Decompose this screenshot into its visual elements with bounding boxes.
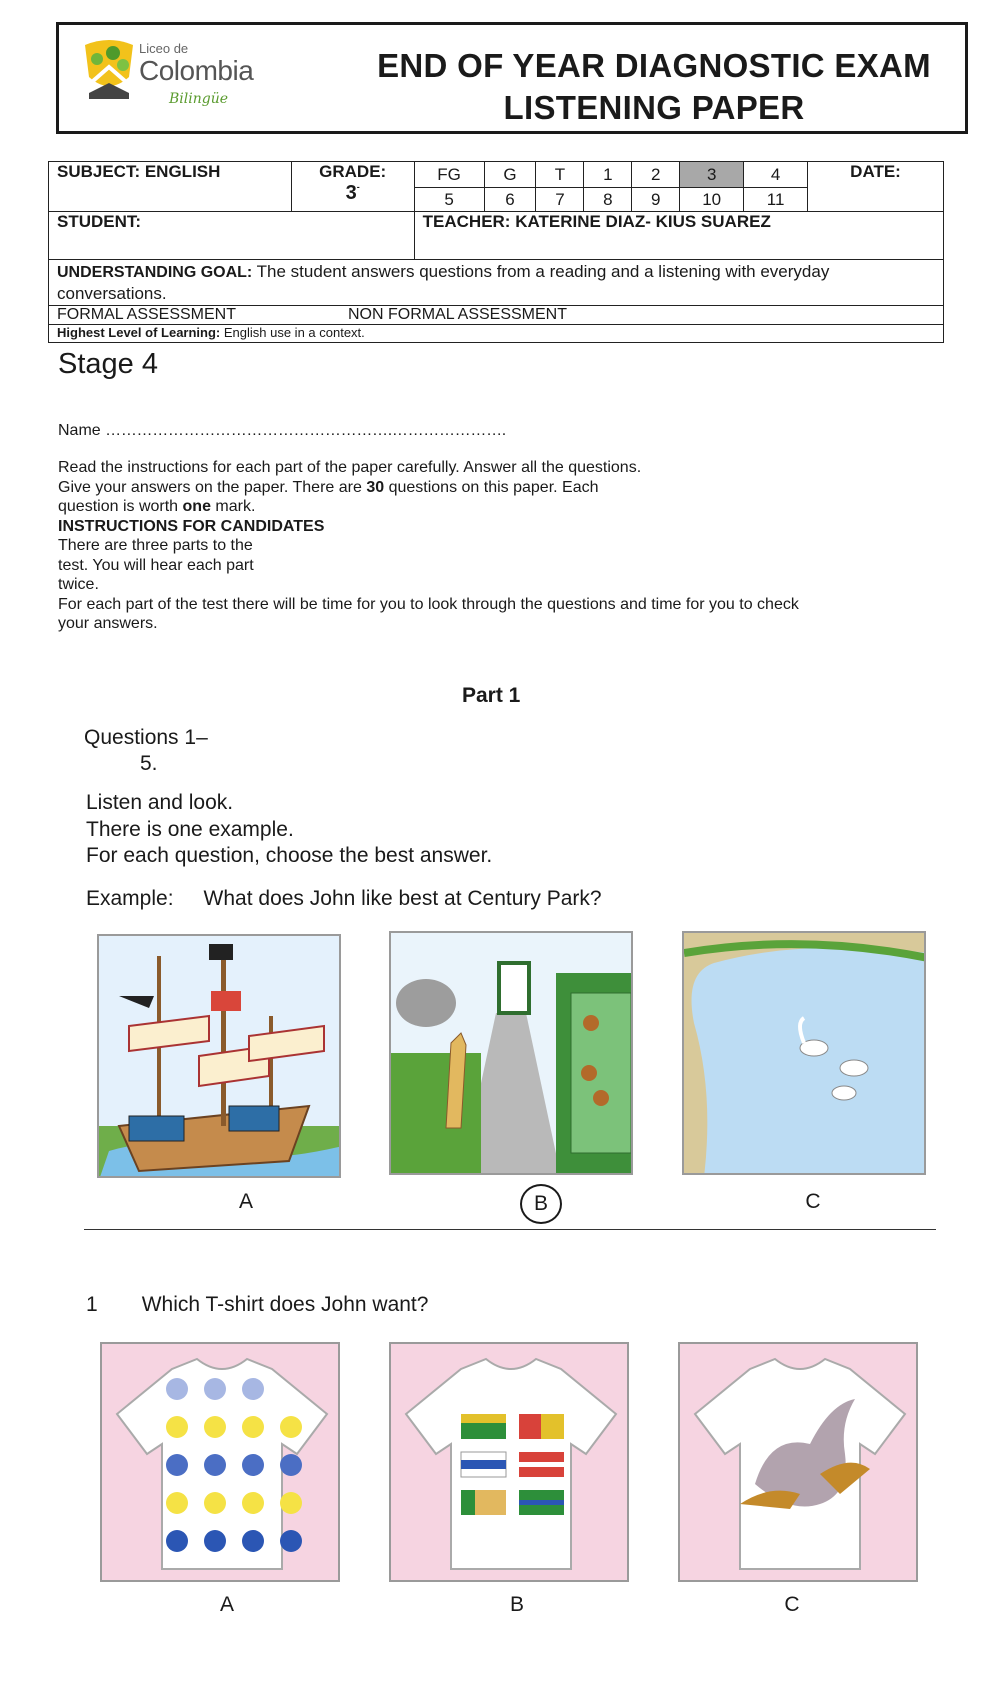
grade-option: T [536, 162, 584, 188]
swans-lake-icon [684, 933, 926, 1175]
grade-label: GRADE: [319, 162, 387, 181]
example-option-c: C [805, 1190, 821, 1213]
example-label: Example: [86, 887, 174, 910]
goal-label: UNDERSTANDING GOAL: [57, 264, 253, 281]
intro-span: questions on this paper. Each [384, 478, 599, 496]
intro-line: your answers. [58, 615, 158, 632]
grade-option: 7 [536, 188, 584, 212]
name-blank[interactable]: ……………………………………………….…………………. [105, 422, 506, 439]
grade-value-suffix: - [356, 182, 360, 192]
date-cell: DATE: [808, 162, 944, 212]
highest-level-label: Highest Level of Learning: [57, 325, 221, 340]
grade-option: 6 [484, 188, 536, 212]
assessment-cell [49, 306, 944, 325]
tshirt-option-a-dots[interactable] [100, 1342, 340, 1582]
grade-option: G [484, 162, 536, 188]
pirate-ship-icon [99, 936, 341, 1178]
intro-line: test. You will hear each part [58, 556, 254, 574]
grade-option: 11 [744, 188, 808, 212]
intro-line [58, 478, 928, 498]
intro-line: Read the instructions for each part of the paper carefully. Answer all the questions. [58, 459, 642, 476]
name-line [58, 421, 506, 441]
grade-option: 9 [632, 188, 680, 212]
intro-span: mark. [210, 498, 256, 515]
school-logo [79, 37, 279, 123]
example-question [86, 887, 602, 911]
logo-text-line3: Bilingüe [169, 91, 229, 107]
question-number: 1 [86, 1293, 98, 1316]
intro-span: Give your answers on the paper. There are [58, 478, 367, 496]
intro-line: twice. [58, 576, 99, 593]
highest-level-text: English use in a context. [220, 325, 365, 340]
tshirt-option-c-dinosaurs[interactable] [678, 1342, 918, 1582]
grade-option: FG [414, 162, 484, 188]
intro-line [58, 497, 928, 517]
intro-bold: 30 [366, 478, 385, 496]
student-cell: STUDENT: [49, 212, 415, 260]
subject-cell: SUBJECT: ENGLISH [49, 162, 292, 212]
grade-option: 2 [632, 162, 680, 188]
zoo-icon [391, 933, 633, 1175]
example-option-b-circled: B [520, 1184, 562, 1224]
goal-cell [49, 260, 944, 306]
stage-title: Stage 4 [58, 348, 158, 380]
exam-banner [56, 22, 968, 134]
school-crest-icon [79, 37, 139, 109]
question-1-option-a: A [219, 1593, 234, 1616]
example-picture-b-zoo[interactable] [389, 931, 633, 1175]
section-divider [84, 1229, 936, 1230]
goal-text: The student answers questions from a reading and a listening with everyday conversations. [57, 262, 830, 303]
questions-range-line2: 5. [140, 752, 158, 775]
grade-option: 10 [680, 188, 744, 212]
intro-span: question is worth [58, 498, 183, 515]
questions-range [84, 725, 208, 777]
intro-line: There are three parts to the [58, 537, 253, 554]
grade-option-selected: 3 [680, 162, 744, 188]
grade-option: 4 [744, 162, 808, 188]
example-picture-a-pirate-ship[interactable] [97, 934, 341, 1178]
name-label: Name [58, 422, 106, 439]
grade-option: 1 [584, 162, 632, 188]
highest-level-cell [49, 325, 944, 343]
teacher-cell: TEACHER: KATERINE DIAZ- KIUS SUAREZ [414, 212, 943, 260]
intro-text [58, 458, 928, 634]
formal-assessment: FORMAL ASSESSMENT [57, 306, 236, 323]
grade-value-wrap [300, 182, 406, 205]
question-1-option-b: B [509, 1593, 524, 1616]
part-instructions [86, 790, 492, 870]
instruction-line: For each question, choose the best answer. [86, 844, 493, 867]
intro-bold: one [182, 498, 211, 515]
logo-text-line1: Liceo de [139, 41, 189, 56]
instructions-heading: INSTRUCTIONS FOR CANDIDATES [58, 517, 325, 535]
instruction-line: Listen and look. [86, 791, 234, 814]
exam-title-line2: LISTENING PAPER [503, 89, 805, 126]
instruction-line: There is one example. [86, 817, 294, 841]
info-table [48, 161, 944, 343]
tshirt-option-b-flags[interactable] [389, 1342, 629, 1582]
intro-line: For each part of the test there will be time for you to look through the questions and time for you to check [58, 595, 799, 613]
questions-range-line1: Questions 1– [84, 726, 208, 749]
non-formal-assessment: NON FORMAL ASSESSMENT [348, 306, 567, 323]
part-title: Part 1 [462, 684, 521, 707]
example-question-text: What does John like best at Century Park? [203, 887, 602, 910]
dotted-tshirt-icon [102, 1344, 340, 1582]
logo-text-line2: Colombia [139, 55, 254, 86]
question-1-option-c: C [784, 1593, 800, 1616]
grade-cell [291, 162, 414, 212]
exam-title [349, 45, 959, 129]
example-picture-c-swans[interactable] [682, 931, 926, 1175]
grade-value: 3 [345, 182, 357, 204]
dinosaur-tshirt-icon [680, 1344, 918, 1582]
example-option-a: A [238, 1190, 253, 1213]
grade-option: 8 [584, 188, 632, 212]
question-1 [86, 1293, 428, 1317]
exam-title-line1: END OF YEAR DIAGNOSTIC EXAM [377, 47, 931, 84]
flags-tshirt-icon [391, 1344, 629, 1582]
grade-option: 5 [414, 188, 484, 212]
question-text: Which T-shirt does John want? [141, 1293, 429, 1316]
